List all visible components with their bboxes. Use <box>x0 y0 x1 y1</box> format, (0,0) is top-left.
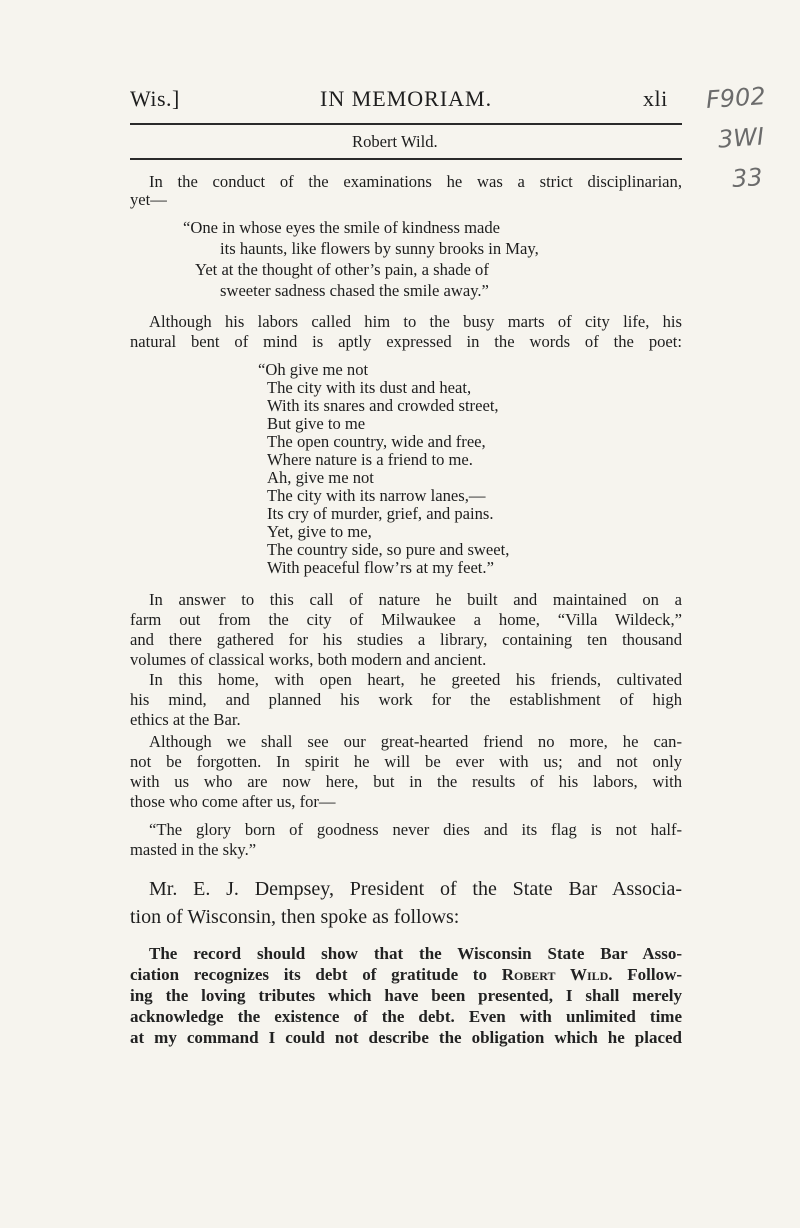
margin-note-catalog: F902 <box>705 81 767 115</box>
poem-line: With its snares and crowded street, <box>267 396 499 415</box>
margin-note-number: 33 <box>731 162 764 194</box>
speech-line: acknowledge the existence of the debt. Even with unlimited time <box>130 1007 682 1026</box>
speech-line: ing the loving tributes which have been presented, I shall merely <box>130 986 682 1005</box>
paragraph-line: not be forgotten. In spirit he will be ever with us; and not only <box>130 752 682 771</box>
paragraph-line: ethics at the Bar. <box>130 710 241 729</box>
paragraph-line: Although we shall see our great-hearted friend no more, he can- <box>149 732 682 751</box>
paragraph-line: and there gathered for his studies a library, containing ten thousand <box>130 630 682 649</box>
speech-text: Follow- <box>627 965 683 984</box>
paragraph-line: In answer to this call of nature he built and maintained on a <box>149 590 682 609</box>
paragraph-line: farm out from the city of Milwaukee a home, “Villa Wildeck,” <box>130 610 682 629</box>
header-rule-bottom <box>130 158 682 160</box>
paragraph-line: his mind, and planned his work for the establishment of high <box>130 690 682 709</box>
poem-line: “Oh give me not <box>258 360 369 379</box>
poem-line: With peaceful flow’rs at my feet.” <box>267 558 494 577</box>
paragraph-line: natural bent of mind is aptly expressed in the words of the poet: <box>130 332 682 351</box>
poem-line: The open country, wide and free, <box>267 432 486 451</box>
poem-line: But give to me <box>267 414 366 433</box>
paragraph-line: volumes of classical works, both modern and ancient. <box>130 650 487 669</box>
header-subtitle: Robert Wild. <box>352 132 438 151</box>
paragraph-line: those who come after us, for— <box>130 792 336 811</box>
header-section-label: Wis.] <box>130 86 180 111</box>
poem-line: Where nature is a friend to me. <box>267 450 473 469</box>
speech-line: at my command I could not describe the obligation which he placed <box>130 1028 682 1047</box>
closing-quote-line: “The glory born of goodness never dies and its flag is not half- <box>149 820 682 839</box>
intro-line: In the conduct of the examinations he was a strict disciplinarian, <box>149 172 682 191</box>
speech-line <box>130 965 682 985</box>
speaker-line: Mr. E. J. Dempsey, President of the State Bar Associa- <box>149 878 682 900</box>
quote-line: sweeter sadness chased the smile away.” <box>220 281 489 300</box>
poem-line: The country side, so pure and sweet, <box>267 540 510 559</box>
header-page-number: xli <box>643 86 668 111</box>
quote-line: its haunts, like flowers by sunny brooks in May, <box>220 239 539 258</box>
poem-line: The city with its dust and heat, <box>267 378 472 397</box>
quote-line: “One in whose eyes the smile of kindness made <box>183 218 501 237</box>
speech-text: ciation recognizes its debt of gratitude to <box>130 965 487 984</box>
intro-line: yet— <box>130 190 167 209</box>
speech-name: Robert Wild. <box>501 965 613 984</box>
quote-line: Yet at the thought of other’s pain, a shade of <box>195 260 489 279</box>
closing-quote-line: masted in the sky.” <box>130 840 257 859</box>
poem-line: Its cry of murder, grief, and pains. <box>267 504 494 523</box>
margin-note-code: 3WI <box>717 122 765 154</box>
poem-line: Ah, give me not <box>267 468 374 487</box>
poem-line: Yet, give to me, <box>267 522 372 541</box>
speech-line: The record should show that the Wisconsin State Bar Asso- <box>149 944 682 963</box>
poem-line: The city with its narrow lanes,— <box>267 486 486 505</box>
paragraph-line: In this home, with open heart, he greeted his friends, cultivated <box>149 670 682 689</box>
header-title: IN MEMORIAM. <box>320 86 493 111</box>
header-rule-top <box>130 123 682 125</box>
speaker-line: tion of Wisconsin, then spoke as follows: <box>130 906 460 928</box>
paragraph-line: with us who are now here, but in the results of his labors, with <box>130 772 682 791</box>
paragraph-line: Although his labors called him to the busy marts of city life, his <box>149 312 682 331</box>
